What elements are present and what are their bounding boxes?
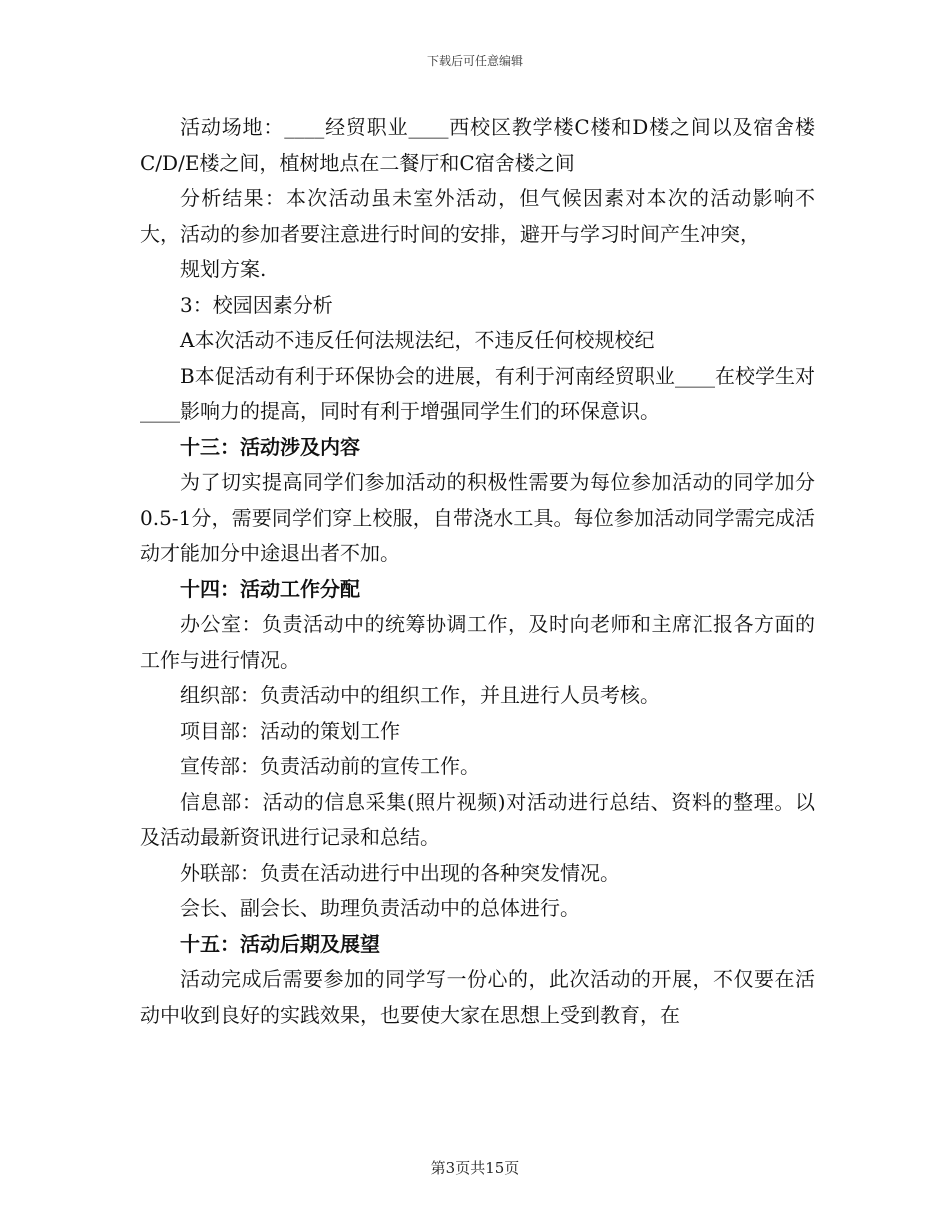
paragraph-project-dept: 项目部：活动的策划工作 bbox=[180, 718, 400, 743]
paragraph-item-a: A本次活动不违反任何法规法纪，不违反任何校规校纪 bbox=[180, 328, 655, 352]
paragraph-info-dept: 信息部：活动的信息采集(照片视频)对活动进行总结、资料的整理。以及活动最新资讯进行记录和总结。 bbox=[140, 789, 815, 849]
document-body bbox=[140, 110, 815, 1033]
paragraph-leadership: 会长、副会长、助理负责活动中的总体进行。 bbox=[180, 896, 580, 920]
heading-section-15: 十五：活动后期及展望 bbox=[180, 931, 380, 956]
paragraph-campus-factors: 3：校园因素分析 bbox=[180, 292, 333, 317]
page-header: 下载后可任意编辑 bbox=[426, 54, 523, 68]
paragraph-content: 为了切实提高同学们参加活动的积极性需要为每位参加活动的同学加分0.5-1分，需要同学们穿上校服，自带浇水工具。每位参加活动同学需完成活动才能加分中途退出者不加。 bbox=[140, 470, 815, 565]
heading-section-14: 十四：活动工作分配 bbox=[180, 576, 360, 601]
paragraph-office: 办公室：负责活动中的统筹协调工作，及时向老师和主席汇报各方面的工作与进行情况。 bbox=[140, 612, 815, 672]
page-footer: 第3页共15页 bbox=[430, 1159, 520, 1177]
paragraph-organization-dept: 组织部：负责活动中的组织工作，并且进行人员考核。 bbox=[180, 683, 660, 707]
paragraph-venue: 活动场地：____经贸职业____西校区教学楼C楼和D楼之间以及宿舍楼C/D/E楼之间，植树地点在二餐厅和C宿舍楼之间 bbox=[140, 115, 815, 175]
paragraph-analysis-result: 分析结果：本次活动虽未室外活动，但气候因素对本次的活动影响不大，活动的参加者要注意进行时间的安排，避开与学习时间产生冲突， bbox=[140, 186, 815, 246]
heading-section-13: 十三：活动涉及内容 bbox=[180, 434, 360, 459]
paragraph-item-b: B本促活动有利于环保协会的进展，有利于河南经贸职业____在校学生对____影响力的提高，同时有利于增强同学生们的环保意识。 bbox=[140, 363, 815, 423]
paragraph-plan: 规划方案. bbox=[180, 257, 267, 281]
paragraph-liaison-dept: 外联部：负责在活动进行中出现的各种突发情况。 bbox=[180, 860, 620, 885]
paragraph-publicity-dept: 宣传部：负责活动前的宣传工作。 bbox=[180, 754, 480, 778]
paragraph-followup: 活动完成后需要参加的同学写一份心的，此次活动的开展，不仅要在活动中收到良好的实践效果，也要使大家在思想上受到教育，在 bbox=[140, 967, 815, 1027]
